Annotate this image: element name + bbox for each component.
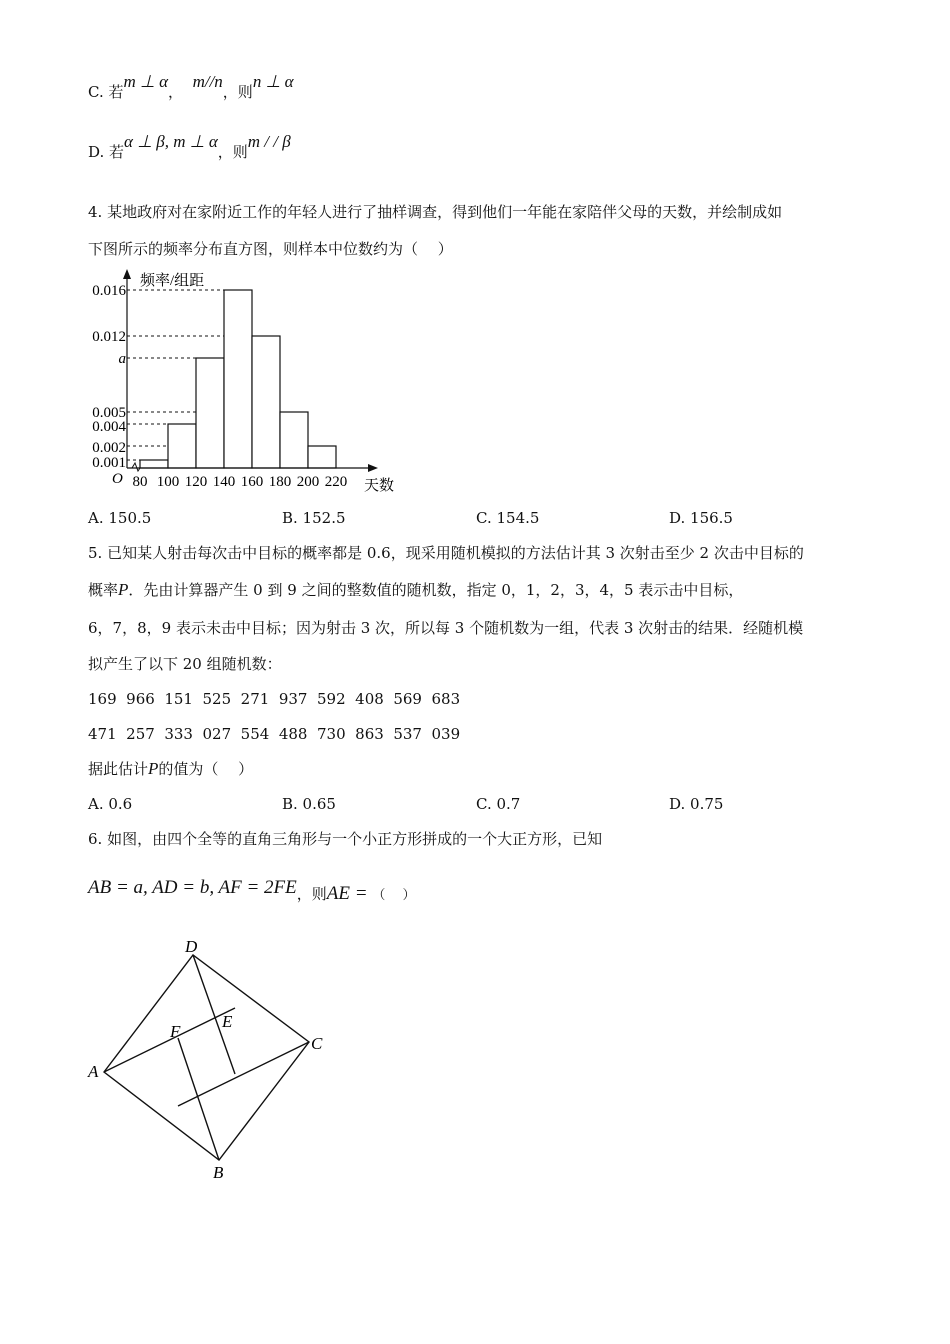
histogram-bar xyxy=(224,290,252,468)
histogram-bar xyxy=(168,424,196,468)
q5-option-c: C. 0.7 xyxy=(476,795,521,813)
option-c-then: ，则 xyxy=(222,83,253,101)
option-d-label: D. 若 xyxy=(88,143,125,161)
q5-var-p: P xyxy=(118,580,129,599)
x-tick-label: 220 xyxy=(324,474,348,490)
x-axis-arrow-icon xyxy=(368,464,378,472)
q5-random-numbers-row2: 471 257 333 027 554 488 730 863 537 039 xyxy=(88,725,461,743)
q5-ask xyxy=(88,759,253,779)
q5-line2 xyxy=(88,580,743,600)
y-tick-label: 0.016 xyxy=(92,283,126,299)
x-tick-label: 140 xyxy=(212,474,236,490)
label-a: A xyxy=(88,1062,99,1081)
q4-stem-line1: 4. 某地政府对在家附近工作的年轻人进行了抽样调查，得到他们一年能在家陪伴父母的天数，并绘制成如 xyxy=(88,203,783,221)
q6-condition: AB = a, AD = b, AF = 2FE xyxy=(88,877,297,898)
histogram-bar xyxy=(308,446,336,468)
origin-label: O xyxy=(112,471,123,487)
label-b: B xyxy=(213,1163,224,1180)
q6-then: ，则 xyxy=(296,885,327,903)
q5-ask-var-p: P xyxy=(148,759,159,778)
q6-paren: （ ） xyxy=(372,888,416,903)
q5-line2-prefix: 概率 xyxy=(88,581,119,599)
q5-option-d: D. 0.75 xyxy=(669,795,724,813)
segment-b-inner xyxy=(178,1038,219,1160)
x-tick-label: 200 xyxy=(296,474,320,490)
option-c-cond1: m ⊥ α xyxy=(123,72,168,91)
y-tick-label: 0.002 xyxy=(92,440,126,456)
option-c-sep: ， xyxy=(168,83,184,101)
y-tick-label: 0.001 xyxy=(92,455,126,471)
q6-condition-line xyxy=(88,877,416,906)
q4-option-a: A. 150.5 xyxy=(88,509,152,527)
q5-ask-prefix: 据此估计 xyxy=(88,760,149,778)
q4-option-d: D. 156.5 xyxy=(669,509,733,527)
x-tick-label: 80 xyxy=(132,474,148,490)
option-c-label: C. 若 xyxy=(88,83,124,101)
axis-break-icon xyxy=(132,463,140,471)
label-e: E xyxy=(222,1012,233,1031)
option-d-cond: α ⊥ β, m ⊥ α xyxy=(124,132,218,151)
q5-option-a: A. 0.6 xyxy=(88,795,133,813)
q5-line3: 6，7，8，9 表示未击中目标；因为射击 3 次，所以每 3 个随机数为一组，代表 3 次射击的结果．经随机模 xyxy=(88,619,804,637)
histogram-bar xyxy=(252,336,280,468)
y-axis-arrow-icon xyxy=(123,269,131,279)
square-diagram xyxy=(80,930,340,1180)
label-d: D xyxy=(185,937,198,956)
x-axis-title: 天数 xyxy=(364,478,395,494)
q4-stem-line2: 下图所示的频率分布直方图，则样本中位数约为（ ） xyxy=(88,240,453,258)
q5-line1: 5. 已知某人射击每次击中目标的概率都是 0.6，现采用随机模拟的方法估计其 3 次射击至少 2 次击中目标的 xyxy=(88,544,804,562)
q3-option-c xyxy=(88,72,294,102)
y-tick-label: 0.004 xyxy=(92,419,126,435)
q5-line4: 拟产生了以下 20 组随机数： xyxy=(88,655,282,673)
q5-ask-suffix: 的值为（ ） xyxy=(158,760,254,778)
y-tick-label: 0.012 xyxy=(92,329,126,345)
option-d-conclusion: m / / β xyxy=(247,132,291,151)
q4-option-b: B. 152.5 xyxy=(282,509,346,527)
label-c: C xyxy=(311,1034,323,1053)
y-tick-label: 0.005 xyxy=(92,405,126,421)
q3-option-d xyxy=(88,132,291,162)
q5-random-numbers-row1: 169 966 151 525 271 937 592 408 569 683 xyxy=(88,690,461,708)
frequency-histogram xyxy=(82,266,412,496)
q4-option-c: C. 154.5 xyxy=(476,509,540,527)
option-c-cond2: m//n xyxy=(192,72,223,91)
q6-ask: AE = xyxy=(326,883,368,904)
x-tick-label: 180 xyxy=(268,474,292,490)
x-tick-label: 160 xyxy=(240,474,264,490)
label-f: F xyxy=(170,1022,181,1041)
q6-line1: 6. 如图，由四个全等的直角三角形与一个小正方形拼成的一个大正方形，已知 xyxy=(88,830,603,848)
histogram-bar xyxy=(140,460,168,468)
q5-line2-rest: ．先由计算器产生 0 到 9 之间的整数值的随机数，指定 0，1，2，3，4，5 表示击中目标， xyxy=(128,581,744,599)
histogram-bar xyxy=(280,412,308,468)
q5-option-b: B. 0.65 xyxy=(282,795,336,813)
histogram-bar xyxy=(196,358,224,468)
y-axis-title: 频率/组距 xyxy=(140,273,205,289)
option-c-conclusion: n ⊥ α xyxy=(252,72,294,91)
x-tick-label: 120 xyxy=(184,474,208,490)
option-d-then: ，则 xyxy=(217,143,248,161)
y-tick-label: a xyxy=(118,351,126,367)
x-tick-label: 100 xyxy=(156,474,180,490)
